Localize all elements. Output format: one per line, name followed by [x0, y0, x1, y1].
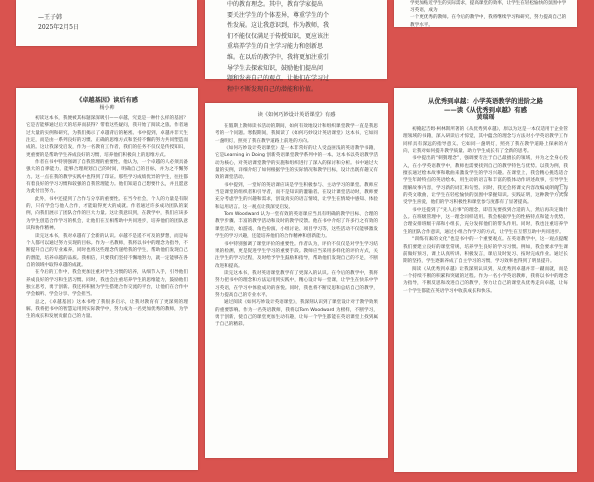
text-line: 们不能仅仅满足于传授知识，更应该注: [227, 32, 330, 40]
paragraph: 通过阅读《如何巧妙设计英语课堂》，我深刻认识到了课堂设计对于教学效果的重要影响。作为一名英语教师，我将以Tom Woodward 为榜样，不断学习，勇于创新，使自己的课堂更加生动有趣，让每一个学生都能在英语课堂上找到属于自己的精彩。: [215, 300, 378, 328]
essay-body: [215, 123, 378, 329]
top-left-page: [16, 0, 197, 46]
signature: —王子韩: [38, 14, 63, 21]
paragraph: “训练有素的文化”也是书中的一个重要观点。在英语教学中，这一观点提醒我们要建立良好的课堂常规，培养学生良好的学习习惯。例如，我会要求学生课前做好预习，课上认真听讲、积极发言，课后及时复习、按时完成作业。通过长期的坚持，学生逐渐养成了自主学习的习惯，学习效率也得到了明显提升。: [403, 237, 568, 265]
paragraph: 阅读《从优秀到卓越》让我深刻认识到，从优秀到卓越并非一蹴而就，而是一个持续不断的积累和突破的过程。作为一名小学英语教师，我将以书中的理念为指导，不断反思和改进自己的教学，努力让自己的课堂从优秀走向卓越，让每一个学生都能在英语学习中收获成长和快乐。: [403, 266, 568, 294]
essay-author: 黄瑞瑶: [476, 114, 495, 121]
page-stamp-icon: [557, 184, 567, 194]
essay-page-3: [394, 88, 577, 472]
text-line: 一个更优秀的教师。在今后的教学中，我将继续学习和研究，努力提高自己的教学水平。: [410, 15, 567, 28]
text-line: 中的教育理念。其中，教育学家提出: [227, 1, 324, 8]
date: 2025年2月5日: [38, 24, 79, 31]
essay-title: 《卓越基因》读后有感: [76, 97, 138, 104]
essay-subtitle: ——读《从优秀到卓越》有感: [443, 105, 528, 114]
text-line: 学更加贴近学生的实际需求，提高课堂的效率，让学生在轻松愉快的氛围中学习英语，成为: [410, 1, 567, 14]
paragraph: 此外，书中还提到了合作与分享的重要性。在当今社会，个人的力量是有限的，只有学会与他人合作，才能取得更大的成就。作者通过许多成功团队的案例，向我们展示了团队合作的巨大力量。这让我意识到，在教学中，我们应该多为学生创造合作学习的机会，让他们在互相帮助中共同进步，培养他们的团队意识和协作精神。: [26, 196, 188, 232]
top-right-page: [394, 0, 577, 27]
paragraph: 在假期上教师读书活动的期间，如何有效地设计和组织课堂教学一直是我思考的一个问题。寒假期间，我阅读了《如何巧妙设计英语课堂》这本书，它如同一盏明灯，照亮了我在教学道路上前进的方向。: [215, 124, 378, 144]
paragraph: 在今后的工作中，我会更加注重对学生习惯的培养，从细节入手，引导他们养成良好的学习和生活习惯。同时，我也会注重培养学生的思维能力，鼓励他们独立思考，勇于创新。我还将积极为学生搭建合作交流的平台，让他们在合作中学会倾听、学会分享、学会担当。: [26, 270, 188, 298]
text-line: 题和发表自己的观点，让他们在学习过: [227, 75, 330, 83]
paragraph: 书中提到，一堂好的英语课应该是学生积极参与、主动学习的课堂。教师应当是课堂的组织者和引导者，而不是知识的灌输者。在设计课堂活动时，教师要充分考虑学生的兴趣和需求，创设真实的语言情境，让学生在情境中感知、体验和运用语言。这一观点让我深受启发。: [215, 182, 378, 210]
paragraph: 读完这本书，我对英语课堂教学有了更深入的认识。在今后的教学中，我将努力把书中的理念和方法运用到实践中，精心设计每一堂课，让学生在快乐中学习英语，在学习中体验成功的喜悦。同时，我也将不断反思和总结自己的教学，努力提高自己的专业水平。: [215, 270, 378, 298]
text-line: 性发展。这让我意识到，作为教师，我: [227, 22, 330, 30]
text-line: 重培养学生的自主学习能力和创新思: [227, 43, 324, 51]
paragraph: 总之，《卓越基因》这本书给了我很多启示，让我对教育有了更深刻的理解。我将把书中的智慧运用到实际教学中，努力成为一名更加优秀的教师，为学生的成长和发展贡献自己的力量。: [26, 299, 188, 320]
paragraph: 《如何巧妙设计英语课堂》是一本非常好的让人受益匪浅的英语教学书籍，它是Learning in Doing 创新英语课堂教学系列中的一本。这本书以英语教学活动为核心，对英语课堂教学的实施和组织进行了深入的探讨和分析。书中通过大量的实例，详细介绍了如何根据学生的实际情况和教学目标，设计出既有趣又有效的课堂活动。: [215, 146, 378, 181]
essay-title: 从优秀到卓越：小学英语教学的进阶之路: [427, 97, 544, 105]
paragraph: Tom Woodward 认为一堂有效的英语课应当具有明确的教学目标、合理的教学步骤、丰富的教学活动和及时的教学反馈。他在书中介绍了许多行之有效的课堂活动，如游戏、角色扮演、小组讨论、项目学习等，这些活动不仅能够激发学生的学习兴趣，还能培养他们的合作精神和创新能力。: [215, 212, 378, 240]
top-middle-page: [205, 0, 387, 93]
paragraph: 书中特别强调了课堂评价的重要性。作者认为，评价不仅仅是对学生学习结果的检测，更是促进学生学习的重要手段。教师应当采用多样化的评价方式，关注学生的学习过程，及时给予学生鼓励和指导，帮助他们发现自己的不足，不断改进和提高。: [215, 241, 378, 269]
text-line: 要关注学生的个体差异，尊重学生的个: [227, 11, 330, 19]
paragraph: 书中还提到了“先人后事”的理念，即首先要找到合适的人，然后再决定做什么。在班级管理中，这一理念同样适用。我会根据学生的性格特点和能力优势，合理安排班级干部和小组长，充分发挥他们的带头作用。同时，我也注重培养学生的团队合作意识，通过小组合作学习的方式，让学生在互帮互助中共同进步。: [403, 207, 568, 235]
essay-body: [403, 126, 568, 295]
essay-title: 读《如何巧妙设计英语课堂》有感: [257, 112, 336, 118]
text-line: 维。在以后的教学中，我将更加注重引: [227, 53, 330, 61]
essay-page-1: [16, 88, 198, 470]
text-line: 程中不断发现自己的潜能和价值。: [227, 85, 318, 93]
paragraph: 书中提出的“刺猬理念”，强调要专注于自己最擅长的领域，并为之全身心投入，在小学英语教学中，教师也需要找到自己的教学特色与优势。以我为例，我擅长通过绘本故事和歌曲来激发学生的学习兴趣。在课堂上，我会精心挑选适合学生年龄特点的英语绘本，用生动的语言和丰富的肢体动作讲述故事，引导学生理解故事内容，学习新的词汇和句型。同时，我还会将课文内容改编成朗朗上口的英文歌曲，让学生在轻松愉快的氛围中掌握知识。实践证明，这种教学方式深受学生喜爱，他们的学习积极性和课堂参与度都有了显著提高。: [403, 156, 568, 206]
paragraph: 读完这本书，我对卓越有了全新的认识。卓越不是遥不可及的梦想，而是每个人都可以通过努力实现的目标。作为一名教师，我将以书中的理念为指导，不断提升自己的专业素养，同时也将这些理念传递给我的学生，帮助他们发现自己的潜能，培养卓越的品质。我相信，只要我们坚持不懈地努力，就一定能够在各自的领域中取得卓越的成就。: [26, 233, 188, 268]
text-line: 导学生去探索知识，鼓励他们提出问: [227, 64, 324, 72]
essay-page-2: [205, 103, 388, 458]
essay-author: 杨小帅: [99, 105, 115, 111]
paragraph: 初掩起吉姆·柯林斯所著的《从优秀到卓越》，原以为这是一本仅适用于企业管理领域的书籍，深入研读后才惊觉，其中蕴含的理念与方法对小学英语教学工作同样具有深远的指导意义。它如同一盏明灯，照亮了我在教学道路上探索的方向，让我对如何提升教学质量、助力学生成长有了全新的思考。: [403, 127, 568, 155]
essay-body: [26, 115, 188, 321]
paragraph: 初读这本书，我便被其标题深深吸引——卓越，究竟是一种什么样的基因？它是否能够通过后天的培养而获得？带着这些疑问，我开始了阅读之旅。作者通过大量的实例和研究，为我们揭示了卓越背后的秘密。书中提到，卓越并非天生注定，而是由一系列良好的习惯、正确的思维方式和坚持不懈的努力共同塑造而成的。这让我深受启发，作为一名教育工作者，我们的任务不仅仅是传授知识，更重要的是帮助学生养成良好的习惯，培养他们积极向上的思维方式。: [26, 116, 188, 158]
paragraph: 作者在书中特别强调了自我管理的重要性。他认为，一个卓越的人必须具备强大的自律能力，能够合理规划自己的时间，明确自己的目标，并为之不懈努力。这一点在我的教学实践中也得到了印证。那些学习成绩优异的学生，往往都有着良好的学习习惯和较强的自我管理能力。他们知道自己想要什么，并且愿意为此付出努力。: [26, 160, 188, 195]
